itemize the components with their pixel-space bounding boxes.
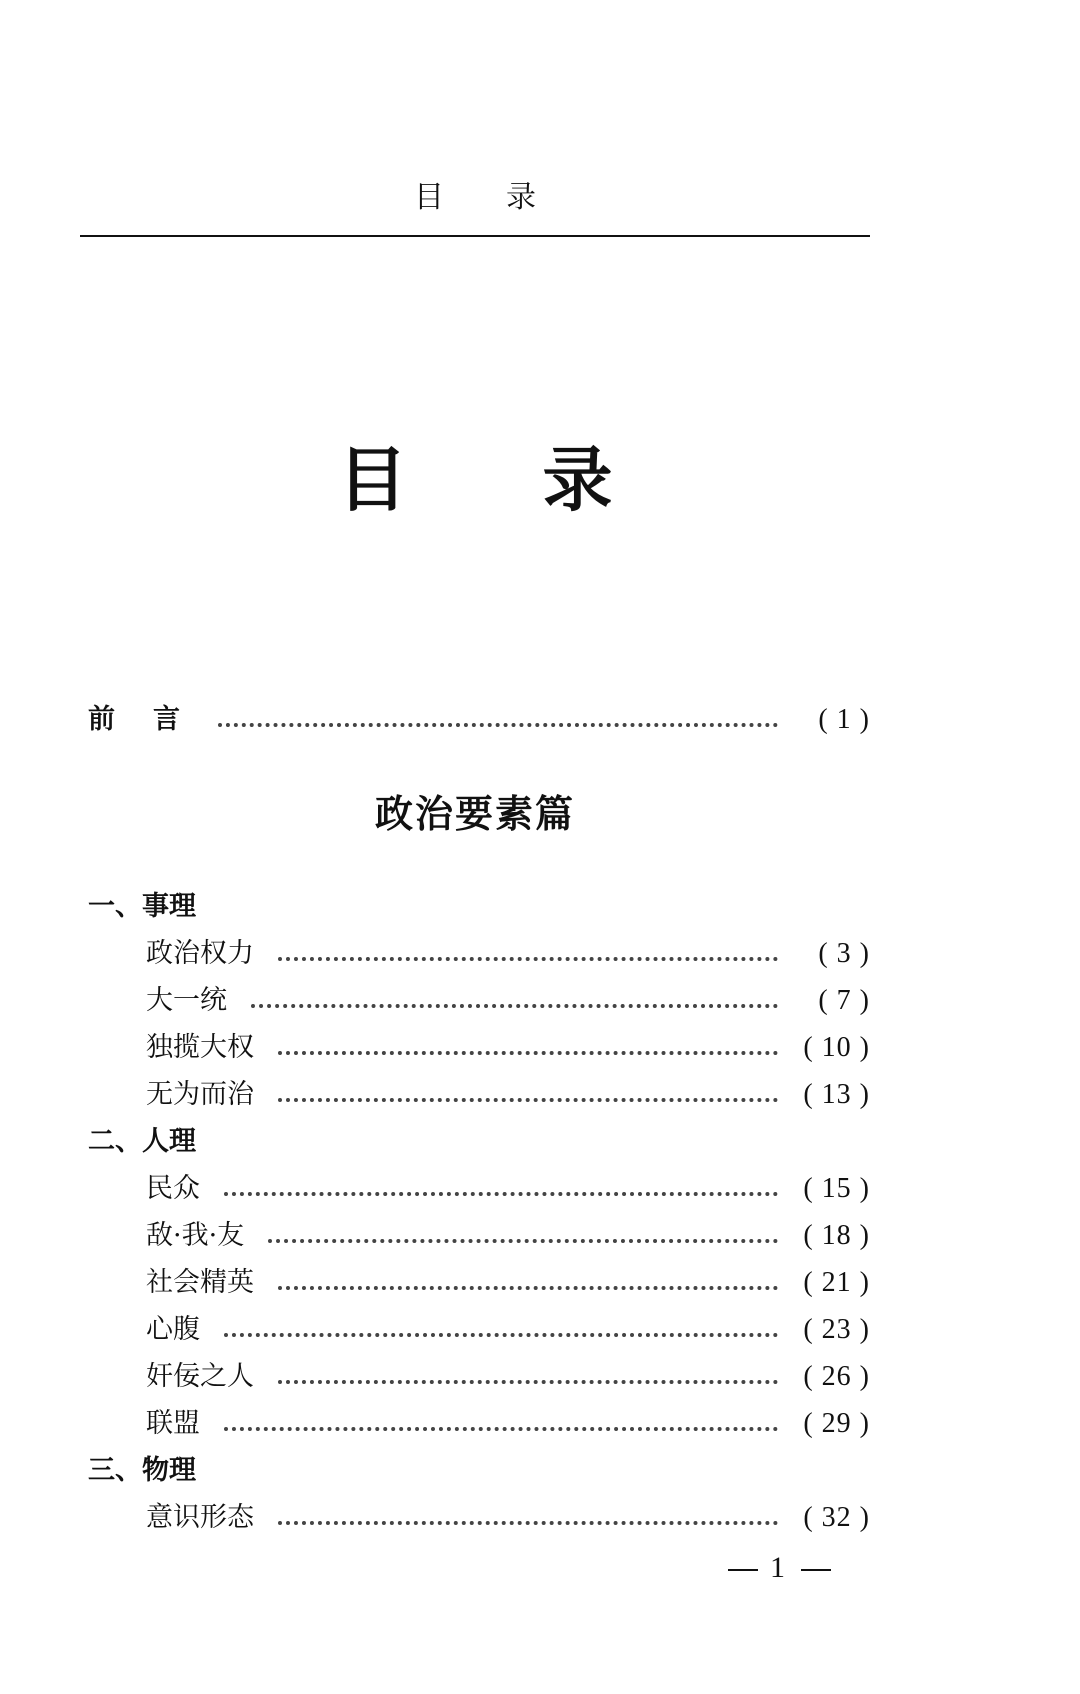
toc-entry-label: 心腹 [146,1314,200,1345]
toc-entry [146,1075,870,1115]
toc-entry-label: 意识形态 [146,1502,254,1533]
toc-entry-label: 敌·我·友 [146,1220,245,1251]
dot-leader [278,1098,778,1102]
toc-page-ref: ( 10 ) [803,1032,870,1063]
dot-leader [218,723,778,727]
toc-page-ref: ( 7 ) [818,985,870,1016]
toc-page-ref: ( 32 ) [803,1502,870,1533]
toc-page-ref: ( 21 ) [803,1267,870,1298]
toc-page-ref: ( 29 ) [803,1408,870,1439]
toc-entry [146,934,870,974]
toc-entry-label: 独揽大权 [146,1032,254,1063]
toc-entry [146,1404,870,1444]
toc-entry-label: 大一统 [146,985,227,1016]
dot-leader [278,1521,778,1525]
dot-leader [251,1004,778,1008]
toc-entry [146,981,870,1021]
dash-decoration [728,1569,758,1571]
page-number [728,1548,831,1588]
toc-entry [146,1498,870,1538]
section-title: 政治要素篇 [374,791,575,836]
toc-page-ref: ( 1 ) [818,704,870,735]
dot-leader [278,1051,778,1055]
toc-entry [146,1310,870,1350]
toc-entry-label: 民众 [146,1173,200,1204]
toc-entry-label: 联盟 [146,1408,200,1439]
dot-leader [278,957,778,961]
toc-page-ref: ( 18 ) [803,1220,870,1251]
toc-page-ref: ( 3 ) [818,938,870,969]
dot-leader [268,1239,778,1243]
dot-leader [224,1333,778,1337]
toc-entry [146,1357,870,1397]
toc-page-ref: ( 15 ) [803,1173,870,1204]
header-rule [80,235,870,237]
toc-entry-label: 前言 [88,704,218,735]
page-title: 目录 [337,438,748,521]
dot-leader [278,1286,778,1290]
toc-entry-label: 奸佞之人 [146,1361,254,1392]
toc-page-ref: ( 13 ) [803,1079,870,1110]
dot-leader [224,1192,778,1196]
toc-entry [146,1216,870,1256]
toc-entry [146,1028,870,1068]
toc-entry-preface [88,700,870,740]
dot-leader [224,1427,778,1431]
toc-entry-label: 无为而治 [146,1079,254,1110]
chapter-heading: 三、物理 [88,1455,196,1486]
toc-entry [146,1263,870,1303]
toc-page-ref: ( 26 ) [803,1361,870,1392]
dash-decoration [801,1569,831,1571]
toc-entry-label: 政治权力 [146,938,254,969]
page-number-value: 1 [770,1551,789,1584]
dot-leader [278,1380,778,1384]
toc-page-ref: ( 23 ) [803,1314,870,1345]
running-head: 目录 [414,180,598,215]
chapter-heading: 一、事理 [88,891,196,922]
chapter-heading: 二、人理 [88,1126,196,1157]
toc-entry-label: 社会精英 [146,1267,254,1298]
toc-entry [146,1169,870,1209]
